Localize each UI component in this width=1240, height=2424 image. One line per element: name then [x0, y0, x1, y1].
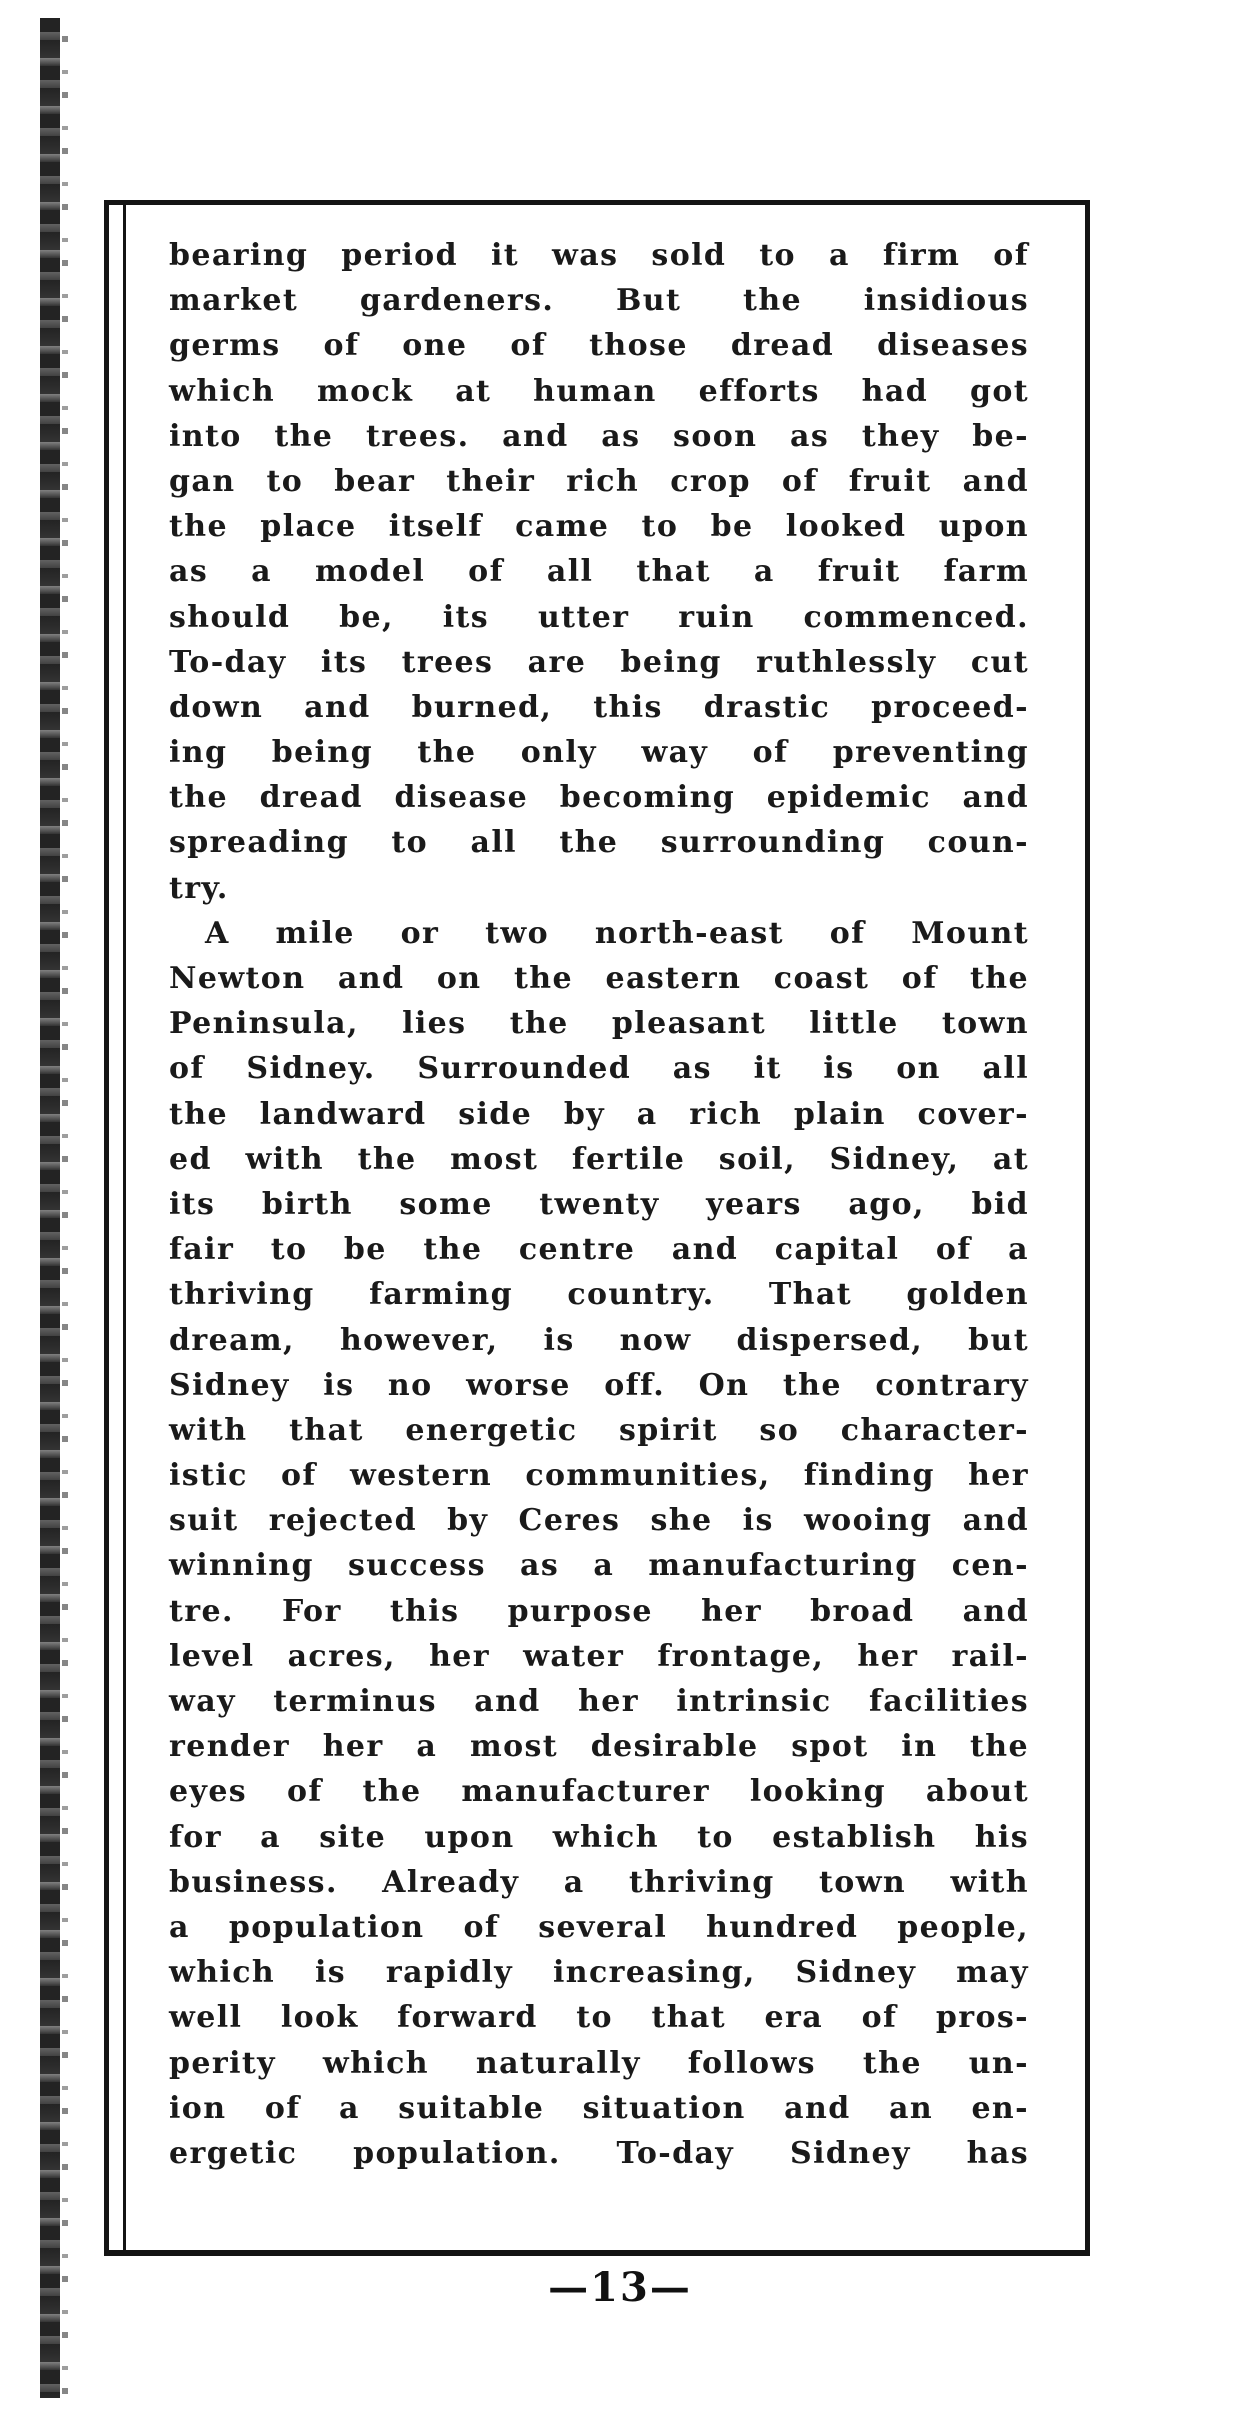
text-line: ed with the most fertile soil, Sidney, at: [169, 1141, 1029, 1177]
text-line: tre. For this purpose her broad and: [169, 1593, 1029, 1629]
text-line: spreading to all the surrounding coun-: [169, 825, 1029, 861]
text-line: should be, its utter ruin commenced.: [169, 599, 1029, 635]
text-line: a population of several hundred people,: [169, 1909, 1029, 1945]
text-line: business. Already a thriving town with: [169, 1864, 1029, 1900]
text-line: A mile or two north-east of Mount: [205, 915, 1029, 951]
text-line: render her a most desirable spot in the: [169, 1729, 1029, 1765]
text-line: suit rejected by Ceres she is wooing and: [169, 1503, 1029, 1539]
text-line: as a model of all that a fruit farm: [169, 554, 1029, 590]
text-line: ergetic population. To-day Sidney has: [169, 2135, 1029, 2171]
text-line: To-day its trees are being ruthlessly cut: [169, 644, 1029, 680]
text-line: bearing period it was sold to a firm of: [169, 238, 1029, 273]
text-line: level acres, her water frontage, her rail-: [169, 1638, 1029, 1674]
text-line: gan to bear their rich crop of fruit and: [169, 463, 1029, 499]
text-line: winning success as a manufacturing cen-: [169, 1548, 1029, 1584]
text-line: which mock at human efforts had got: [169, 373, 1029, 409]
text-line: of Sidney. Surrounded as it is on all: [169, 1051, 1029, 1087]
text-line: its birth some twenty years ago, bid: [169, 1186, 1029, 1222]
text-line: Newton and on the eastern coast of the: [169, 961, 1029, 996]
text-line: with that energetic spirit so character-: [169, 1412, 1029, 1448]
text-line: down and burned, this drastic proceed-: [169, 689, 1029, 725]
text-line: thriving farming country. That golden: [169, 1277, 1029, 1313]
article-text: [169, 233, 1029, 2176]
text-line: the place itself came to be looked upon: [169, 509, 1029, 545]
text-line: try.: [169, 870, 229, 906]
text-line: Peninsula, lies the pleasant little town: [169, 1006, 1029, 1042]
text-line: well look forward to that era of pros-: [169, 2000, 1029, 2036]
text-line: the dread disease becoming epidemic and: [169, 780, 1029, 816]
text-line: into the trees. and as soon as they be-: [169, 418, 1029, 454]
text-line: dream, however, is now dispersed, but: [169, 1322, 1029, 1358]
text-line: germs of one of those dread diseases: [169, 328, 1029, 364]
scan-binding-edge: [40, 18, 60, 2398]
page-number: —13—: [548, 2264, 692, 2311]
text-line: the landward side by a rich plain cover-: [169, 1096, 1029, 1132]
text-line: which is rapidly increasing, Sidney may: [169, 1955, 1029, 1991]
article-frame: [104, 200, 1090, 2256]
text-line: eyes of the manufacturer looking about: [169, 1774, 1029, 1810]
text-line: fair to be the centre and capital of a: [169, 1232, 1029, 1268]
text-line: perity which naturally follows the un-: [169, 2045, 1029, 2081]
text-line: market gardeners. But the insidious: [169, 283, 1029, 319]
text-line: istic of western communities, finding her: [169, 1458, 1029, 1494]
text-line: way terminus and her intrinsic facilities: [169, 1684, 1029, 1719]
text-line: for a site upon which to establish his: [169, 1819, 1029, 1855]
text-line: ing being the only way of preventing: [169, 735, 1029, 771]
text-line: Sidney is no worse off. On the contrary: [169, 1367, 1029, 1403]
text-line: ion of a suitable situation and an en-: [169, 2090, 1029, 2126]
